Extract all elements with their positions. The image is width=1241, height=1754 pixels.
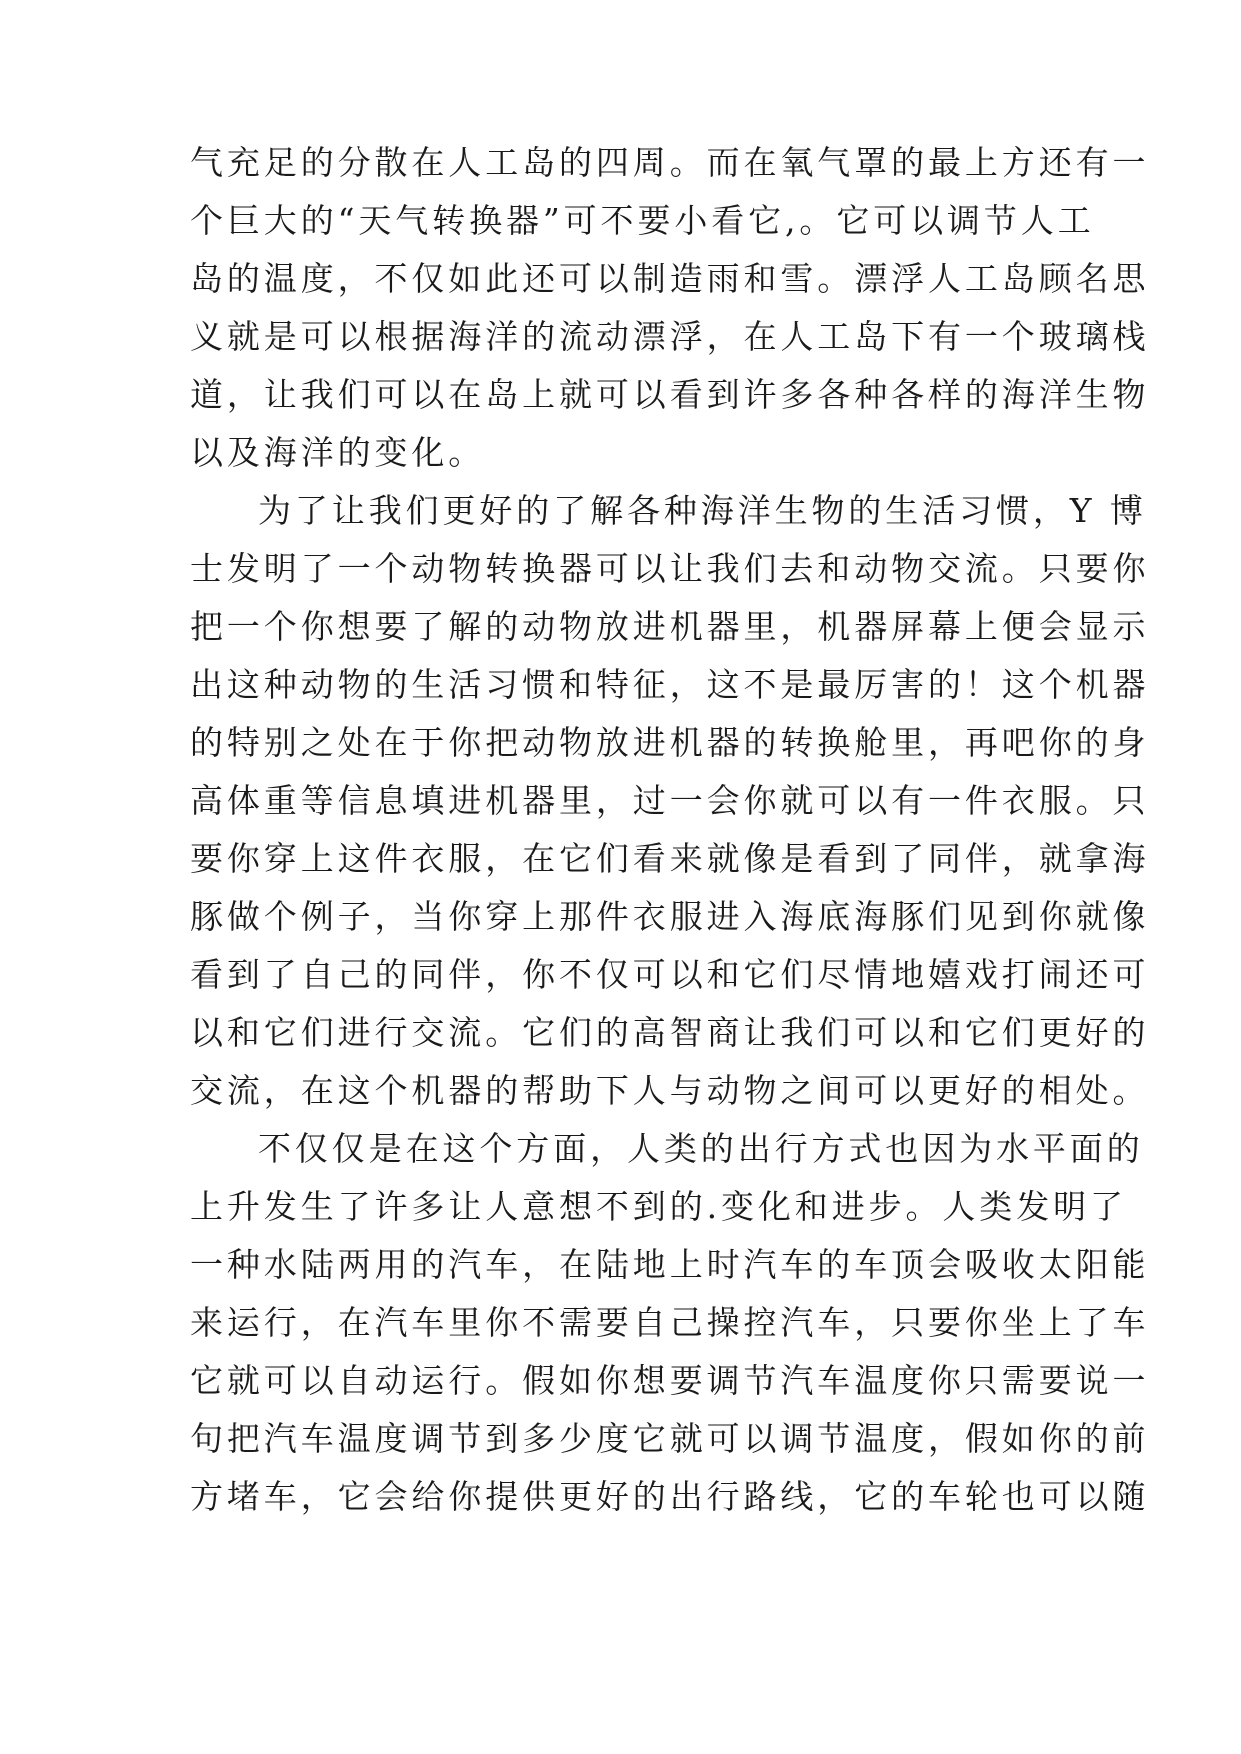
paragraph-first-line: 为了让我们更好的了解各种海洋生物的生活习惯，Y 博	[258, 491, 1147, 530]
text-line: 个巨大的“天气转换器”可不要小看它,。它可以调节人工	[190, 201, 1095, 240]
text-line: 来运行，在汽车里你不需要自己操控汽车，只要你坐上了车	[190, 1303, 1150, 1342]
text-line: 以和它们进行交流。它们的高智商让我们可以和它们更好的	[190, 1013, 1150, 1052]
text-line: 道，让我们可以在岛上就可以看到许多各种各样的海洋生物	[190, 375, 1150, 414]
text-line: 句把汽车温度调节到多少度它就可以调节温度，假如你的前	[190, 1419, 1150, 1458]
body-text	[190, 134, 1150, 1526]
text-line: 义就是可以根据海洋的流动漂浮，在人工岛下有一个玻璃栈	[190, 317, 1150, 356]
paragraph-first-line: 不仅仅是在这个方面，人类的出行方式也因为水平面的	[258, 1129, 1144, 1168]
text-line: 豚做个例子，当你穿上那件衣服进入海底海豚们见到你就像	[190, 897, 1150, 936]
text-line: 士发明了一个动物转换器可以让我们去和动物交流。只要你	[190, 549, 1150, 588]
text-line: 出这种动物的生活习惯和特征，这不是最厉害的！这个机器	[190, 665, 1150, 704]
text-line: 气充足的分散在人工岛的四周。而在氧气罩的最上方还有一	[190, 143, 1150, 182]
text-line: 它就可以自动运行。假如你想要调节汽车温度你只需要说一	[190, 1361, 1150, 1400]
text-line: 看到了自己的同伴，你不仅可以和它们尽情地嬉戏打闹还可	[190, 955, 1150, 994]
text-line: 把一个你想要了解的动物放进机器里，机器屏幕上便会显示	[190, 607, 1150, 646]
text-line: 高体重等信息填进机器里，过一会你就可以有一件衣服。只	[190, 781, 1150, 820]
text-line: 交流，在这个机器的帮助下人与动物之间可以更好的相处。	[190, 1071, 1150, 1110]
text-line: 上升发生了许多让人意想不到的.变化和进步。人类发明了	[190, 1187, 1127, 1226]
text-line: 岛的温度，不仅如此还可以制造雨和雪。漂浮人工岛顾名思	[190, 259, 1150, 298]
text-line: 要你穿上这件衣服，在它们看来就像是看到了同伴，就拿海	[190, 839, 1150, 878]
text-line: 一种水陆两用的汽车，在陆地上时汽车的车顶会吸收太阳能	[190, 1245, 1150, 1284]
text-line: 以及海洋的变化。	[190, 433, 486, 472]
text-line: 的特别之处在于你把动物放进机器的转换舱里，再吧你的身	[190, 723, 1150, 762]
text-line: 方堵车，它会给你提供更好的出行路线，它的车轮也可以随	[190, 1477, 1150, 1516]
